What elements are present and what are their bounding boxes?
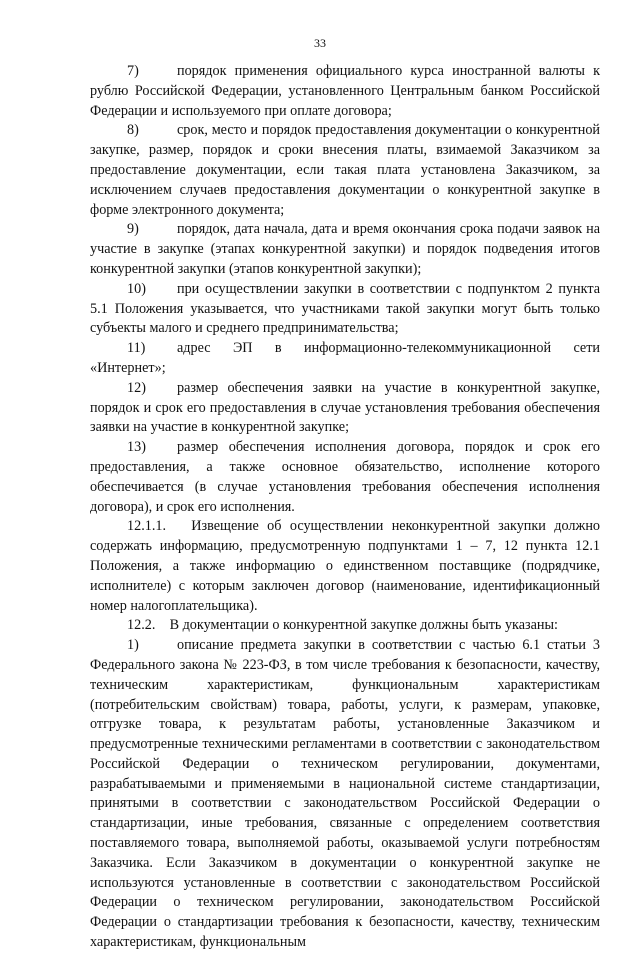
item-text: описание предмета закупки в соответствии с частью 6.1 статьи 3 Федерального закона № 223-ФЗ, в том числе требования к безопасности, качеству, техническим характеристикам, функциональным характеристикам (потребительским свойствам) товара, работы, услуги, к размерам, упаковке, отгрузке товара, к результатам работы, установленные Заказчиком и предусмотренные техническими регламентами в соответствии с законодательством Российской Федерации о техническом регулировании, документами, разрабатываемыми и применяемыми в национальной системе стандартизации, принятыми в соответствии с законодательством Российской Федерации о стандартизации, иные требования, связанные с определением соответствия поставляемого товара, выполняемой работы, оказываемой услуги потребностям Заказчика. Если Заказчиком в документации о конкурентной закупке не используются установленные в соответствии с законодательством Российской Федерации о техническом регулировании, законодательством Российской Федерации о стандартизации требования к безопасности, качеству, техническим характеристикам, функциональным <box>90 637 600 951</box>
item-text: при осуществлении закупки в соответствии с подпунктом 2 пункта 5.1 Положения указывается, что участниками такой закупки могут быть только субъекты малого и среднего предпринимательства; <box>90 280 600 337</box>
clause-number: 12.1.1. <box>127 518 167 535</box>
list-item-10 <box>90 280 600 339</box>
item-text: адрес ЭП в информационно-телекоммуникационной сети «Интернет»; <box>90 340 600 376</box>
clause-text: Извещение об осуществлении неконкурентной закупки должно содержать информацию, предусмотренную подпунктами 1 – 7, 12 пункта 12.1 Положения, а также информацию о единственном поставщике (подрядчике, исполнителе) с которым заключен договор (наименование, идентификационный номер налогоплательщика). <box>90 518 601 614</box>
clause-number: 12.2. <box>127 617 156 634</box>
item-text: размер обеспечения заявки на участие в конкурентной закупке, порядок и срок его предоставления в случае установления требования обеспечения заявки на участие в конкурентной закупке; <box>90 379 600 436</box>
document-body <box>90 62 600 953</box>
clause-12-2 <box>90 616 600 636</box>
item-text: размер обеспечения исполнения договора, порядок и срок его предоставления, а также основное обязательство, исполнение которого обеспечивается (в случае установления требования обеспечения исполнения договора), и срок его исполнения. <box>90 439 600 515</box>
list-item-1 <box>90 636 600 953</box>
page-number: 33 <box>314 36 326 50</box>
item-text: порядок применения официального курса иностранной валюты к рублю Российской Федерации, установленного Центральным банком Российской Федерации и используемого при оплате договора; <box>90 63 600 119</box>
clause-12-1-1 <box>90 517 600 616</box>
list-item-11 <box>90 339 600 379</box>
list-item-12 <box>90 379 600 438</box>
list-item-7 <box>90 62 600 121</box>
item-number: 10) <box>127 280 146 297</box>
item-number: 8) <box>127 122 139 139</box>
item-text: порядок, дата начала, дата и время окончания срока подачи заявок на участие в закупке (этапах конкурентной закупки) и порядок подведения итогов конкурентной закупки (этапов конкурентной закупки); <box>90 221 600 277</box>
list-item-13 <box>90 438 600 517</box>
item-number: 13) <box>127 439 146 456</box>
item-number: 9) <box>127 221 139 238</box>
item-number: 11) <box>127 340 146 357</box>
item-number: 12) <box>127 379 146 396</box>
list-item-8 <box>90 121 600 220</box>
item-number: 1) <box>127 637 139 654</box>
clause-text: В документации о конкурентной закупке должны быть указаны: <box>169 617 558 634</box>
list-item-9 <box>90 220 600 279</box>
item-number: 7) <box>127 63 139 79</box>
item-text: срок, место и порядок предоставления документации о конкурентной закупке, размер, порядок и сроки внесения платы, взимаемой Заказчиком за предоставление документации, если такая плата установлена Заказчиком, за исключением случаев предоставления документации о конкурентной закупке в форме электронного документа; <box>90 122 600 218</box>
